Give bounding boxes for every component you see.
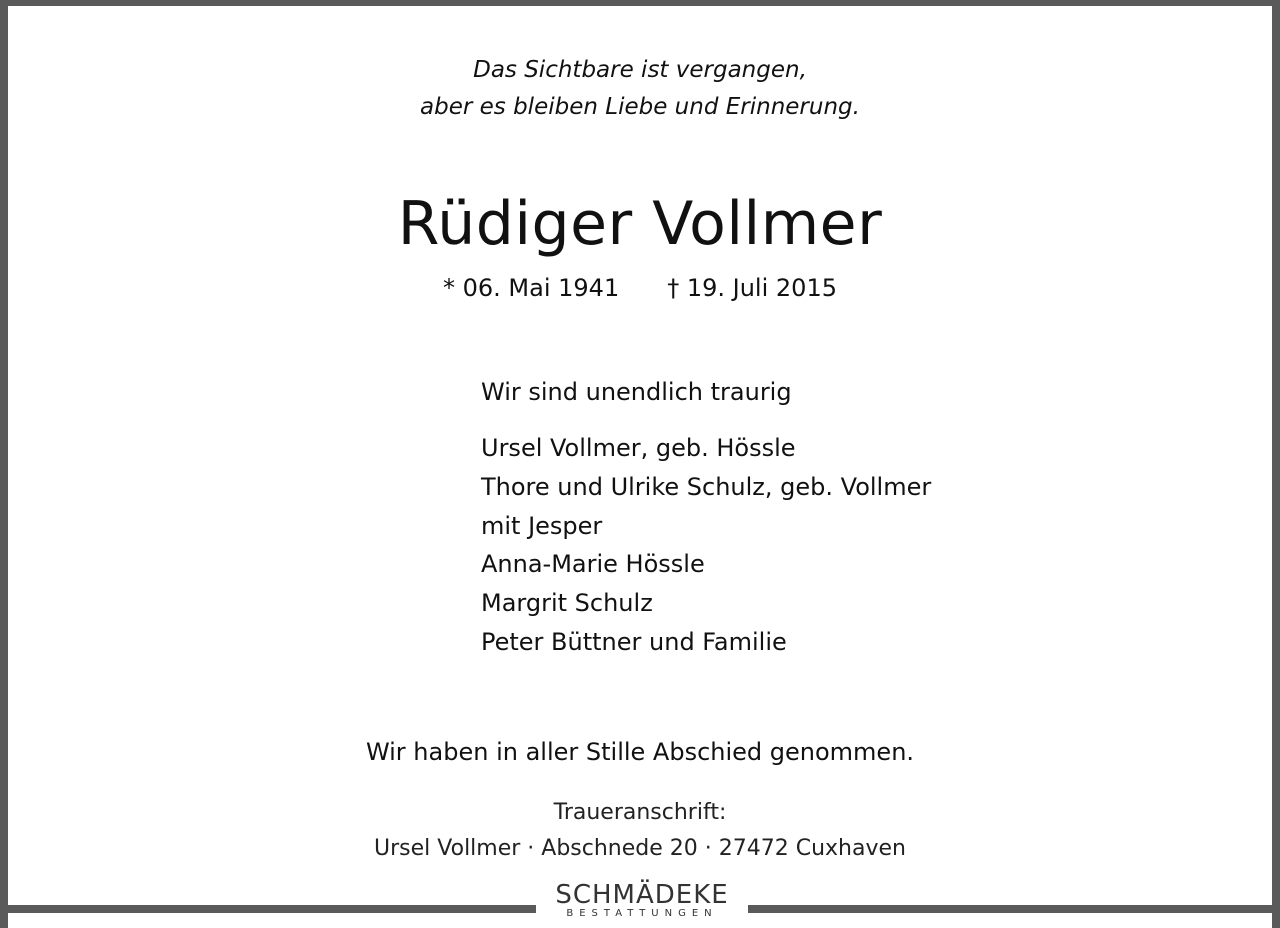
deceased-name: Rüdiger Vollmer bbox=[397, 189, 883, 259]
address-heading: Traueranschrift: bbox=[553, 800, 727, 825]
mourner-name: Margrit Schulz bbox=[481, 589, 653, 618]
motto-line-1: Das Sichtbare ist vergangen, bbox=[473, 57, 807, 83]
motto-line-2: aber es bleiben Liebe und Erinnerung. bbox=[420, 94, 860, 120]
mourner-name: mit Jesper bbox=[481, 511, 603, 540]
funeral-home-logo bbox=[536, 880, 748, 920]
mourner-name: Ursel Vollmer, geb. Hössle bbox=[481, 434, 796, 462]
bottom-rule-left bbox=[0, 905, 536, 913]
mourner-name: Thore und Ulrike Schulz, geb. Vollmer bbox=[481, 472, 932, 501]
motto bbox=[0, 52, 1280, 126]
logo-name: SCHMÄDEKE bbox=[555, 880, 729, 910]
birth-date: * 06. Mai 1941 bbox=[443, 274, 620, 302]
death-date: † 19. Juli 2015 bbox=[667, 274, 837, 302]
mourners-block bbox=[481, 372, 931, 662]
mourner-name: Peter Büttner und Familie bbox=[481, 627, 787, 656]
life-dates bbox=[0, 270, 1280, 306]
logo-subtitle: BESTATTUNGEN bbox=[566, 908, 718, 919]
address-line: Ursel Vollmer · Abschnede 20 · 27472 Cuxhaven bbox=[374, 836, 906, 861]
closing-line: Wir haben in aller Stille Abschied genommen. bbox=[365, 738, 915, 766]
bottom-rule-right bbox=[748, 905, 1280, 913]
mourners-intro: Wir sind unendlich traurig bbox=[481, 378, 792, 406]
mourner-name: Anna-Marie Hössle bbox=[481, 550, 705, 579]
